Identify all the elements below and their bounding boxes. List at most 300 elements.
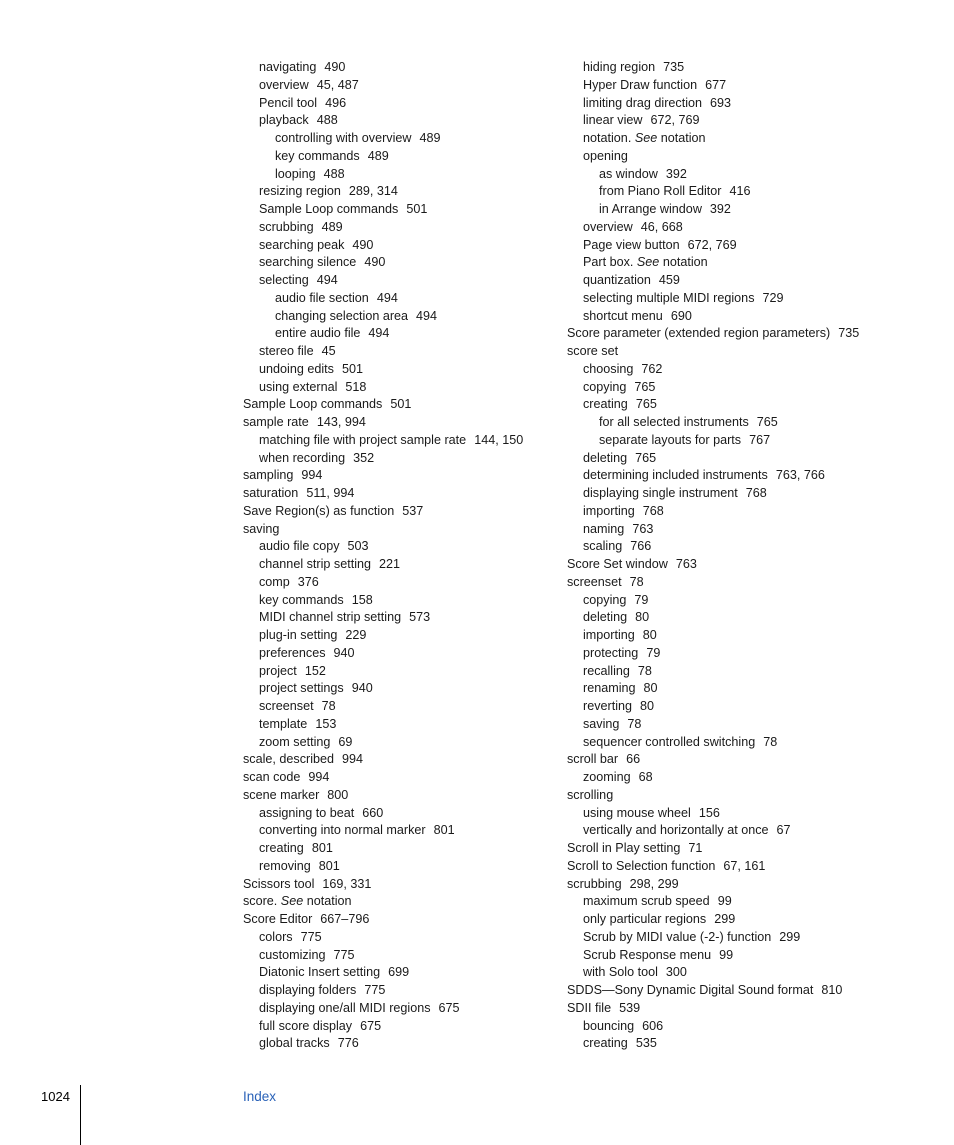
index-term: choosing: [583, 361, 634, 376]
index-term: saving: [583, 716, 620, 731]
index-term: changing selection area: [275, 308, 409, 323]
page-numbers: 376: [297, 574, 319, 589]
index-entry: [243, 325, 563, 343]
index-entry: [243, 1035, 563, 1053]
index-term: resizing region: [259, 184, 341, 199]
page-numbers: 78: [629, 574, 644, 589]
index-entry: [243, 148, 563, 166]
page-numbers: 768: [745, 486, 767, 500]
index-term: SDDS—Sony Dynamic Digital Sound format: [567, 983, 814, 997]
index-term: importing: [583, 628, 635, 642]
page-numbers: 765: [635, 450, 657, 465]
index-term: in Arrange window: [599, 202, 702, 216]
page-numbers: 46, 668: [640, 219, 683, 234]
page-numbers: 765: [635, 397, 657, 412]
page-numbers: 78: [763, 734, 778, 749]
index-entry: [243, 379, 563, 397]
index-term: with Solo tool: [583, 965, 658, 980]
page-numbers: 801: [318, 858, 340, 873]
index-entry: [567, 627, 897, 645]
page-numbers: 289, 314: [348, 184, 398, 199]
index-entry: [567, 379, 897, 397]
index-entry: [567, 450, 897, 468]
index-term: scene marker: [243, 787, 320, 802]
index-term: channel strip setting: [259, 557, 372, 571]
index-entry: [243, 947, 563, 965]
index-term: controlling with overview: [275, 131, 412, 145]
index-entry: [567, 95, 897, 113]
index-entry: [567, 556, 897, 574]
index-entry: [243, 663, 563, 681]
page-numbers: 299: [714, 912, 736, 926]
index-entry: [567, 308, 897, 326]
index-term: quantization: [583, 273, 651, 287]
index-term: as window: [599, 166, 658, 181]
see-target: notation: [660, 131, 706, 145]
page-numbers: 801: [311, 841, 333, 855]
index-term: preferences: [259, 645, 326, 660]
page-numbers: 763, 766: [775, 468, 825, 483]
index-term: when recording: [259, 450, 346, 465]
index-entry: [567, 734, 897, 752]
index-entry: [243, 95, 563, 113]
index-entry: [243, 787, 563, 805]
page-numbers: 775: [333, 947, 355, 962]
index-entry: [243, 467, 563, 485]
index-term: saving: [243, 521, 280, 536]
index-term: Page view button: [583, 237, 680, 252]
index-term: converting into normal marker: [259, 823, 426, 838]
index-term: reverting: [583, 699, 632, 713]
page-numbers: 490: [364, 255, 386, 270]
page-numbers: 158: [351, 592, 373, 607]
index-entry: [243, 982, 563, 1000]
index-term: navigating: [259, 60, 317, 74]
index-term: for all selected instruments: [599, 415, 749, 429]
page-numbers: 735: [663, 60, 685, 74]
index-entry: [567, 183, 897, 201]
index-term: determining included instruments: [583, 468, 768, 483]
page-numbers: 776: [337, 1036, 359, 1051]
page-numbers: 501: [390, 397, 412, 412]
index-term: opening: [583, 148, 628, 163]
page-numbers: 99: [717, 894, 732, 909]
index-entry: [243, 272, 563, 290]
page-numbers: 229: [345, 628, 367, 642]
page-numbers: 994: [308, 770, 330, 784]
page-numbers: 68: [638, 770, 653, 784]
see-reference: See: [634, 131, 658, 145]
index-entry: [243, 840, 563, 858]
page-numbers: 735: [838, 326, 860, 341]
page-numbers: 67, 161: [723, 858, 766, 873]
page-numbers: 78: [321, 699, 336, 713]
index-entry: [567, 822, 897, 840]
index-entry: [567, 840, 897, 858]
page-numbers: 810: [821, 983, 843, 997]
index-term: protecting: [583, 645, 639, 660]
page-numbers: 729: [762, 290, 784, 305]
page-numbers: 489: [419, 131, 441, 145]
page-numbers: 537: [402, 503, 424, 518]
index-term: deleting: [583, 450, 628, 465]
index-entry: [567, 166, 897, 184]
index-term: undoing edits: [259, 361, 334, 376]
page-numbers: 494: [416, 308, 438, 323]
page-numbers: 169, 331: [322, 876, 372, 891]
index-term: comp: [259, 574, 290, 589]
index-entry: [567, 432, 897, 450]
index-entry: [567, 947, 897, 965]
page-numbers: 699: [388, 965, 410, 980]
index-entry: [243, 592, 563, 610]
index-entry: [567, 77, 897, 95]
page-numbers: 392: [709, 202, 731, 216]
index-term: Score Editor: [243, 912, 313, 926]
index-term: vertically and horizontally at once: [583, 823, 769, 838]
index-term: full score display: [259, 1018, 353, 1033]
index-term: scroll bar: [567, 752, 619, 767]
index-term: plug-in setting: [259, 628, 338, 642]
page-numbers: 501: [341, 361, 363, 376]
page-numbers: 765: [756, 415, 778, 429]
index-entry: [243, 734, 563, 752]
index-term: sample rate: [243, 415, 309, 429]
index-term: removing: [259, 858, 311, 873]
index-entry: [567, 467, 897, 485]
page-numbers: 518: [345, 379, 367, 394]
index-term: customizing: [259, 947, 326, 962]
index-term: hiding region: [583, 60, 656, 74]
page-numbers: 488: [323, 166, 345, 181]
page-numbers: 693: [710, 95, 732, 110]
page-numbers: 775: [364, 983, 386, 997]
index-entry: [567, 787, 897, 805]
index-entry: [243, 556, 563, 574]
index-term: Scissors tool: [243, 876, 315, 891]
page-numbers: 768: [642, 503, 664, 518]
page-numbers: 800: [327, 787, 349, 802]
page-numbers: 71: [688, 841, 703, 855]
index-entry: [243, 698, 563, 716]
index-entry: [567, 876, 897, 894]
index-term: shortcut menu: [583, 308, 663, 323]
page-numbers: 392: [665, 166, 687, 181]
index-entry: [243, 503, 563, 521]
index-term: searching peak: [259, 237, 345, 252]
index-term: scale, described: [243, 752, 335, 767]
index-term: renaming: [583, 681, 636, 696]
page-numbers: 660: [362, 805, 384, 820]
index-term: screenset: [259, 699, 314, 713]
index-term: linear view: [583, 113, 643, 128]
index-term: copying: [583, 592, 627, 607]
see-target: notation: [306, 894, 352, 909]
page-numbers: 67: [776, 823, 791, 838]
page-numbers: 78: [627, 716, 642, 731]
page-numbers: 763: [632, 521, 654, 536]
page-numbers: 45: [321, 344, 336, 358]
page-numbers: 496: [325, 95, 347, 110]
index-entry: [567, 964, 897, 982]
page-numbers: 488: [316, 113, 338, 128]
page-numbers: 675: [360, 1018, 382, 1033]
see-reference: See: [636, 255, 660, 270]
see-reference: See: [280, 894, 304, 909]
index-entry: [567, 290, 897, 308]
index-term: searching silence: [259, 255, 357, 270]
page-numbers: 45, 487: [316, 77, 359, 92]
index-term: Pencil tool: [259, 95, 318, 110]
index-term: Scroll to Selection function: [567, 858, 716, 873]
index-entry: [243, 876, 563, 894]
page-numbers: 143, 994: [316, 415, 366, 429]
index-entry: [243, 751, 563, 769]
index-entry: [567, 716, 897, 734]
index-term: copying: [583, 379, 627, 394]
index-entry: [243, 485, 563, 503]
index-term: global tracks: [259, 1036, 330, 1051]
index-term: SDII file: [567, 1000, 612, 1015]
index-term: template: [259, 716, 308, 731]
page-numbers: 144, 150: [474, 432, 524, 447]
index-term: using mouse wheel: [583, 805, 691, 820]
page-numbers: 940: [333, 645, 355, 660]
index-term: recalling: [583, 663, 630, 678]
page-numbers: 766: [630, 539, 652, 554]
index-entry: [243, 290, 563, 308]
index-term: deleting: [583, 610, 628, 625]
page-numbers: 80: [643, 681, 658, 696]
index-entry: [567, 361, 897, 379]
page-numbers: 490: [352, 237, 374, 252]
index-entry: [243, 308, 563, 326]
index-term: audio file section: [275, 290, 369, 305]
page-numbers: 675: [438, 1000, 460, 1015]
index-term: limiting drag direction: [583, 95, 702, 110]
index-term: zooming: [583, 770, 631, 784]
index-entry: [243, 343, 563, 361]
index-entry: [243, 929, 563, 947]
index-entry: [243, 769, 563, 787]
index-column-left: [243, 59, 563, 1053]
page-numbers: 352: [353, 450, 375, 465]
index-entry: [567, 592, 897, 610]
index-term: colors: [259, 929, 293, 944]
index-entry: [567, 769, 897, 787]
index-term: Save Region(s) as function: [243, 503, 395, 518]
page-numbers: 153: [315, 716, 337, 731]
index-entry: [567, 805, 897, 823]
index-entry: [243, 219, 563, 237]
index-entry: [243, 911, 563, 929]
index-entry: [567, 929, 897, 947]
index-entry: [243, 716, 563, 734]
index-term: looping: [275, 166, 316, 181]
index-entry: [567, 663, 897, 681]
page-numbers: 994: [301, 468, 323, 483]
page-numbers: 66: [626, 752, 641, 767]
index-term: score set: [567, 344, 619, 358]
index-term: bouncing: [583, 1018, 635, 1033]
index-entry: [243, 432, 563, 450]
index-term: scan code: [243, 770, 301, 784]
index-entry: [243, 396, 563, 414]
index-entry: [243, 538, 563, 556]
index-term: key commands: [259, 592, 344, 607]
index-term: project settings: [259, 681, 344, 696]
index-term: assigning to beat: [259, 805, 355, 820]
index-entry: [567, 414, 897, 432]
page-numbers: 69: [338, 734, 353, 749]
index-entry: [243, 574, 563, 592]
index-term: scrubbing: [259, 219, 314, 234]
index-term: Scrub Response menu: [583, 947, 712, 962]
page-numbers: 156: [698, 805, 720, 820]
index-term: Score parameter (extended region parameters): [567, 326, 831, 341]
index-entry: [243, 627, 563, 645]
page-numbers: 539: [619, 1000, 641, 1015]
index-entry: [567, 272, 897, 290]
page-numbers: 489: [367, 148, 389, 163]
index-entry: [243, 450, 563, 468]
page-numbers: 677: [705, 77, 727, 92]
index-entry: [243, 183, 563, 201]
index-term: selecting multiple MIDI regions: [583, 290, 755, 305]
index-term: using external: [259, 379, 338, 394]
index-term: key commands: [275, 148, 360, 163]
page-numbers: 775: [300, 929, 322, 944]
footer-divider: [80, 1085, 81, 1145]
page-numbers: 690: [670, 308, 692, 323]
index-entry: [567, 343, 897, 361]
index-term: Score Set window: [567, 557, 668, 571]
index-entry: [567, 521, 897, 539]
index-term: matching file with project sample rate: [259, 432, 467, 447]
page-numbers: 667–796: [320, 912, 370, 926]
index-entry: [243, 1000, 563, 1018]
index-term: project: [259, 663, 297, 678]
index-entry: [567, 254, 897, 272]
index-entry: [567, 219, 897, 237]
page-numbers: 511, 994: [306, 486, 355, 500]
index-term: displaying one/all MIDI regions: [259, 1000, 431, 1015]
index-term: Sample Loop commands: [243, 397, 383, 412]
page-numbers: 489: [321, 219, 343, 234]
index-entry: [567, 574, 897, 592]
page-numbers: 300: [665, 965, 687, 980]
page-numbers: 494: [368, 326, 390, 341]
index-entry: [567, 237, 897, 255]
index-term: overview: [259, 77, 309, 92]
index-entry: [243, 645, 563, 663]
page-numbers: 767: [749, 432, 771, 447]
index-entry: [243, 521, 563, 539]
index-entry: [567, 1018, 897, 1036]
index-entry: [243, 201, 563, 219]
page-numbers: 298, 299: [629, 876, 679, 891]
index-entry: [243, 1018, 563, 1036]
index-entry: [243, 858, 563, 876]
index-entry: [243, 964, 563, 982]
page-numbers: 494: [376, 290, 398, 305]
page-numbers: 79: [634, 592, 649, 607]
index-term: Part box.: [583, 255, 634, 270]
page-numbers: 78: [637, 663, 652, 678]
index-term: audio file copy: [259, 539, 340, 554]
index-entry: [243, 237, 563, 255]
index-term: saturation: [243, 486, 299, 500]
index-entry: [567, 609, 897, 627]
page-numbers: 606: [642, 1018, 664, 1033]
index-entry: [243, 254, 563, 272]
index-entry: [567, 645, 897, 663]
index-term: scrolling: [567, 787, 614, 802]
index-entry: [567, 130, 897, 148]
page-numbers: 80: [642, 628, 657, 642]
index-entry: [567, 325, 897, 343]
index-entry: [567, 503, 897, 521]
page-number: 1024: [41, 1089, 70, 1104]
page-numbers: 503: [347, 539, 369, 554]
page-numbers: 994: [342, 752, 364, 767]
index-entry: [243, 112, 563, 130]
index-term: sequencer controlled switching: [583, 734, 756, 749]
index-term: Diatonic Insert setting: [259, 965, 381, 980]
index-entry: [567, 858, 897, 876]
index-entry: [243, 680, 563, 698]
index-term: score.: [243, 894, 278, 909]
index-entry: [243, 822, 563, 840]
page-numbers: 490: [324, 60, 346, 74]
index-term: zoom setting: [259, 734, 331, 749]
index-entry: [567, 1000, 897, 1018]
index-entry: [567, 911, 897, 929]
index-entry: [567, 698, 897, 716]
index-entry: [567, 201, 897, 219]
index-entry: [567, 112, 897, 130]
index-entry: [243, 166, 563, 184]
page-numbers: 672, 769: [650, 113, 700, 128]
see-target: notation: [662, 255, 708, 270]
index-term: scrubbing: [567, 876, 622, 891]
index-term: creating: [259, 841, 304, 855]
page-numbers: 765: [634, 379, 656, 394]
index-term: from Piano Roll Editor: [599, 184, 722, 199]
index-entry: [567, 148, 897, 166]
index-column-right: [567, 59, 897, 1053]
index-entry: [243, 77, 563, 95]
page-numbers: 80: [635, 610, 650, 625]
index-term: Scrub by MIDI value (-2-) function: [583, 929, 772, 944]
index-term: Hyper Draw function: [583, 77, 698, 92]
page-numbers: 535: [635, 1036, 657, 1051]
page-numbers: 940: [351, 681, 373, 696]
index-entry: [243, 805, 563, 823]
page-numbers: 80: [640, 699, 655, 713]
index-entry: [567, 1035, 897, 1053]
index-entry: [567, 893, 897, 911]
index-entry: [243, 361, 563, 379]
page-numbers: 573: [409, 610, 431, 625]
index-term: importing: [583, 503, 635, 518]
index-term: notation.: [583, 131, 632, 145]
index-entry: [567, 59, 897, 77]
index-term: entire audio file: [275, 326, 361, 341]
page-numbers: 416: [729, 184, 751, 199]
page-numbers: 459: [658, 273, 680, 287]
index-term: maximum scrub speed: [583, 894, 710, 909]
